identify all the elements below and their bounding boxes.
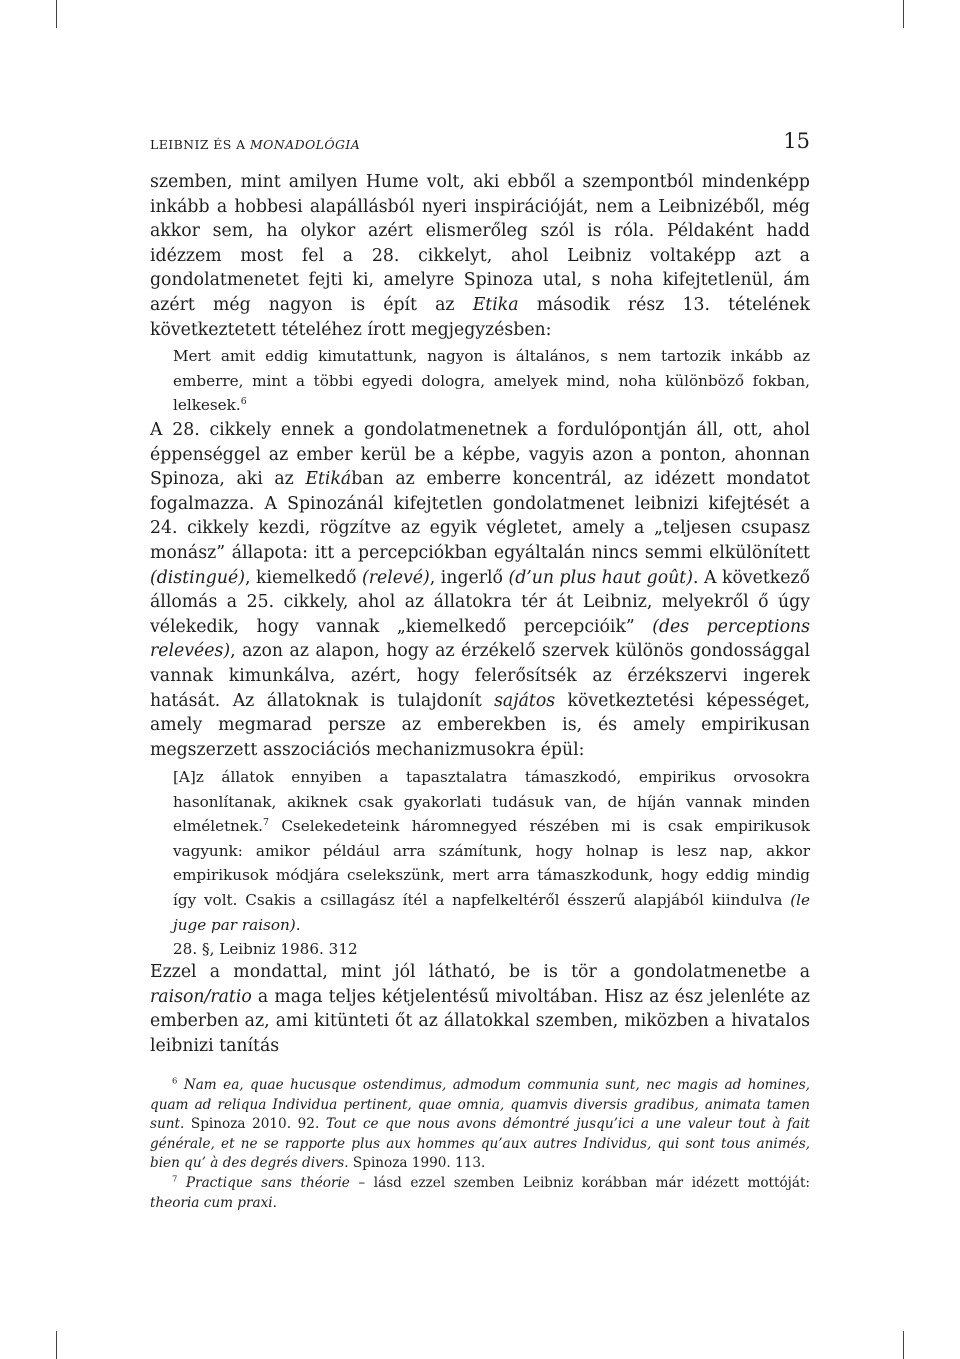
paragraph-1: szemben, mint amilyen Hume volt, aki ebből a szempontból mindenképp inkább a hobbesi alapállásból nyeri inspirációját, nem a Leibnizéből, még akkor sem, ha olykor azért elismerőleg szól is róla. Példaként hadd idézzem most fel a 28. cikkelyt, ahol Leibniz voltaképp azt a gondolatmenetet fejti ki, amelyre Spinoza utal, s noha kifejtetlenül, ám azért még nagyon is épít az Etika második rész 13. tételének következtetett tételéhez írott megjegyzésben: [150, 172, 810, 340]
running-head [150, 118, 810, 152]
crop-mark-bottom-left [56, 1331, 57, 1359]
crop-mark-top-right [903, 0, 904, 28]
footnote-7: $^7$ Practique sans théorie – lásd ezzel szemben Leibniz korábban már idézett mottóját: theoria cum praxi. [150, 1173, 811, 1211]
crop-mark-bottom-right [903, 1331, 904, 1359]
footnote-ref-7: 7 [262, 817, 269, 829]
footnotes [150, 1076, 810, 1213]
running-head-title: LEIBNIZ ÉS A MONADOLÓGIA [150, 137, 361, 152]
footnote-ref-6: 6 [240, 396, 247, 408]
footnote-6: $^6$ Nam ea, quae hucusque ostendimus, admodum communia sunt, nec magis ad homines, quam ad reliqua Individua pertinent, quae omnia, quamvis diversis gradibus, animata tamen sunt. Spinoza 2010. 92. Tout ce que nous avons démontré jusqu’ici a une valeur tout à fait générale, et ne se rapporte plus aux hommes qu’aux autres Individus, qui sont tous animés, bien qu’ à des degrés divers. Spinoza 1990. 113. [150, 1075, 810, 1172]
paragraph-2: A 28. cikkely ennek a gondolatmenetnek a fordulópontján áll, ott, ahol éppenséggel az ember kerül be a képbe, vagyis azon a ponton, ahonnan Spinoza, aki az Etikában az emberre koncentrál, az idézett mondatot fogalmazza. A Spinozánál kifejtetlen gondolatmenet leibnizi kifejtését a 24. cikkely kezdi, rögzítve az egyik végletet, amely a „teljesen csupasz monász” állapota: itt a percepciókban egyáltalán nincs semmi elkülönített (distingué), kiemelkedő (relevé), ingerlő (d’un plus haut goût). A következő állomás a 25. cikkely, ahol az állatokra tér át Leibniz, melyekről ő úgy vélekedik, hogy vannak „kiemelkedő percepcióik” (des perceptions relevées), azon az alapon, hogy az érzékelő szervek különös gondossággal vannak kimunkálva, azért, hogy felerősítsék az érzékszervi ingerek hatását. Az állatoknak is tulajdonít sajátos következtetési képességet, amely megmarad persze az emberekben is, és amely empirikusan megszerzett asszociációs mechanizmusokra épül: [150, 420, 811, 760]
paragraph-3: Ezzel a mondattal, mint jól látható, be is tör a gondolatmenetbe a raison/ratio a maga teljes kétjelentésű mivoltában. Hisz az ész jelenléte az emberben az, ami kitünteti őt az állatokkal szemben, miközben a hivatalos leibnizi tanítás [150, 962, 810, 1056]
block-quote-2: [A]z állatok ennyiben a tapasztalatra támaszkodó, empirikus orvosokra hasonlítanak, akiknek csak gyakorlati tudásuk van, de híján vannak minden elméletnek.$^7$ Cselekedeteink háromnegyed részében mi is csak empirikusok vagyunk: amikor például arra számítunk, hogy holnap is lesz nap, akkor empirikusok módjára cselekszünk, mert arra támaszkodunk, hogy eddig mindig így volt. Csakis a csillagász ítél a napfelkeltéről ésszerű alapjából kiindulva (le juge par raison). 28. §, Leibniz 1986. 312 [173, 765, 810, 962]
page-number: 15 [783, 129, 810, 153]
quote-source: 28. §, Leibniz 1986. 312 [173, 940, 358, 959]
crop-mark-top-left [56, 0, 57, 28]
block-quote-1: Mert amit eddig kimutattunk, nagyon is általános, s nem tartozik inkább az emberre, mint a többi egyedi dologra, amelyek mind, noha különböző fokban, lelkesek.$^6$ [173, 347, 810, 415]
